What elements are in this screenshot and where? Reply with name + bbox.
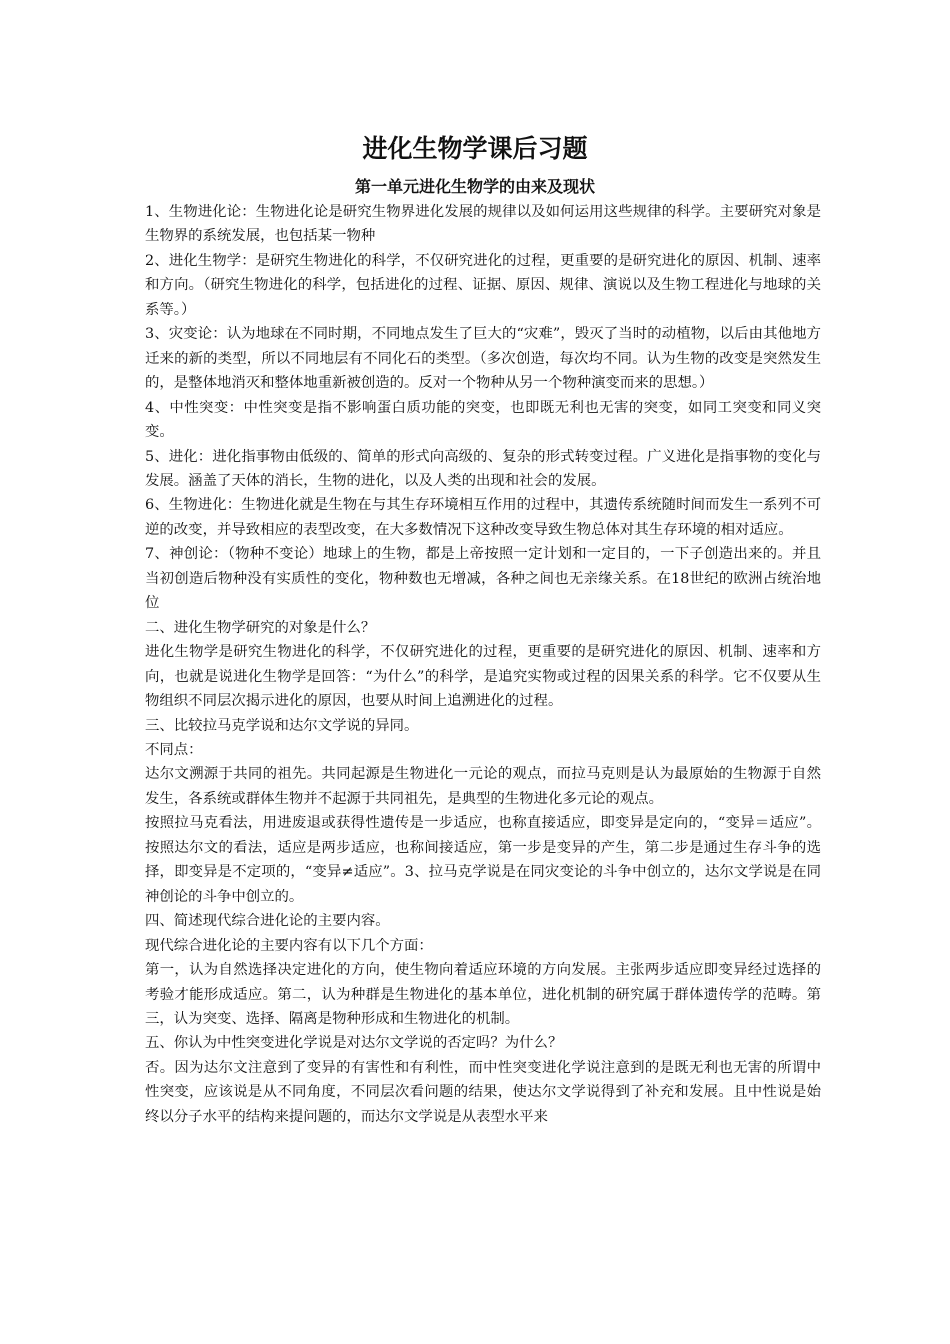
- definition-paragraph: 5、进化：进化指事物由低级的、简单的形式向高级的、复杂的形式转变过程。广义进化是指事物的变化与发展。涵盖了天体的消长，生物的进化，以及人类的出现和社会的发展。: [145, 448, 821, 489]
- definition-paragraph: 6、生物进化：生物进化就是生物在与其生存环境相互作用的过程中，其遗传系统随时间而发生一系列不可逆的改变，并导致相应的表型改变，在大多数情况下这种改变导致生物总体对其生存环境的相对适应。: [145, 497, 821, 538]
- answer-paragraph: 现代综合进化论的主要内容有以下几个方面：: [145, 937, 433, 954]
- definition-paragraph: 7、神创论：（物种不变论）地球上的生物，都是上帝按照一定计划和一定目的，一下子创造出来的。并且当初创造后物种没有实质性的变化，物种数也无增减，各种之间也无亲缘关系。在18世纪的欧洲占统治地位: [145, 546, 821, 612]
- question-heading: 五、你认为中性突变进化学说是对达尔文学说的否定吗？为什么？: [145, 1035, 563, 1052]
- document-body: [145, 200, 821, 1129]
- answer-paragraph: 否。因为达尔文注意到了变异的有害性和有利性，而中性突变进化学说注意到的是既无利也无害的所谓中性突变，应该说是从不同角度，不同层次看问题的结果，使达尔文学说得到了补充和发展。且中性说是始终以分子水平的结构来提问题的，而达尔文学说是从表型水平来: [145, 1059, 821, 1125]
- question-heading: 四、简述现代综合进化论的主要内容。: [145, 913, 390, 930]
- answer-paragraph: 不同点：: [145, 741, 203, 758]
- answer-paragraph: 按照拉马克看法，用进废退或获得性遗传是一步适应，也称直接适应，即变异是定向的，“变异＝适应”。按照达尔文的看法，适应是两步适应，也称间接适应，第一步是变异的产生，第二步是通过生存斗争的选择，即变异是不定项的，“变异≠适应”。3、拉马克学说是在同灾变论的斗争中创立的，达尔文学说是在同神创论的斗争中创立的。: [145, 815, 821, 905]
- answer-paragraph: 第一，认为自然选择决定进化的方向，使生物向着适应环境的方向发展。主张两步适应即变异经过选择的考验才能形成适应。第二，认为种群是生物进化的基本单位，进化机制的研究属于群体遗传学的范畴。第三，认为突变、选择、隔离是物种形成和生物进化的机制。: [145, 962, 821, 1027]
- question-heading: 二、进化生物学研究的对象是什么？: [145, 619, 376, 636]
- definition-paragraph: 4、中性突变：中性突变是指不影响蛋白质功能的突变，也即既无利也无害的突变，如同工突变和同义突变。: [145, 399, 821, 441]
- definition-paragraph: 3、灾变论：认为地球在不同时期，不同地点发生了巨大的“灾难”，毁灭了当时的动植物，以后由其他地方迁来的新的类型，所以不同地层有不同化石的类型。（多次创造，每次均不同。认为生物的改变是突然发生的，是整体地消灭和整体地重新被创造的。反对一个物种从另一个物种演变而来的思想。）: [145, 326, 821, 392]
- answer-paragraph: 达尔文溯源于共同的祖先。共同起源是生物进化一元论的观点，而拉马克则是认为最原始的生物源于自然发生，各系统或群体生物并不起源于共同祖先，是典型的生物进化多元论的观点。: [145, 766, 821, 807]
- unit-heading: 第一单元进化生物学的由来及现状: [354, 177, 595, 196]
- definition-paragraph: 1、生物进化论：生物进化论是研究生物界进化发展的规律以及如何运用这些规律的科学。主要研究对象是生物界的系统发展，也包括某一物种: [145, 204, 821, 245]
- question-heading: 三、比较拉马克学说和达尔文学说的异同。: [145, 717, 419, 734]
- definition-paragraph: 2、进化生物学：是研究生物进化的科学，不仅研究进化的过程，更重要的是研究进化的原因、机制、速率和方向。（研究生物进化的科学，包括进化的过程、证据、原因、规律、演说以及生物工程进化与地球的关系等。）: [145, 252, 821, 318]
- document-title: 进化生物学课后习题: [362, 134, 588, 163]
- answer-paragraph: 进化生物学是研究生物进化的科学，不仅研究进化的过程，更重要的是研究进化的原因、机制、速率和方向，也就是说进化生物学是回答：“为什么”的科学，是追究实物或过程的因果关系的科学。它不仅要从生物组织不同层次揭示进化的原因，也要从时间上追溯进化的过程。: [145, 644, 821, 710]
